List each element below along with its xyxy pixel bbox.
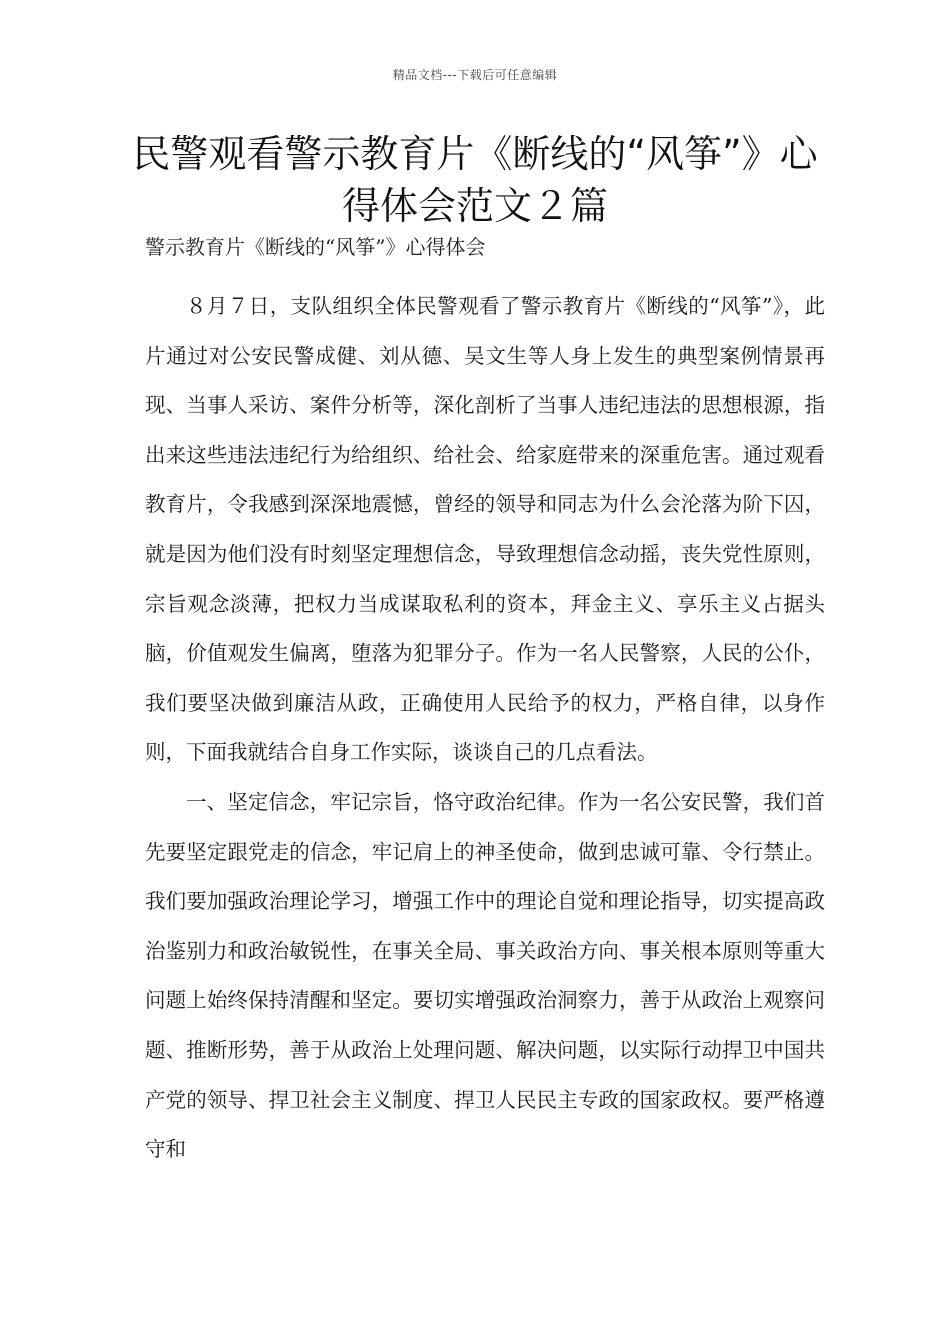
page-header-note: 精品文档---下载后可任意编辑: [392, 68, 558, 82]
document-subtitle: 警示教育片《断线的“风筝”》心得体会: [145, 235, 486, 259]
body-paragraph: 一、坚定信念，牢记宗旨，恪守政治纪律。作为一名公安民警，我们首先要坚定跟党走的信念，牢记肩上的神圣使命，做到忠诚可靠、令行禁止。我们要加强政治理论学习，增强工作中的理论自觉和理论指导，切实提高政治鉴别力和政治敏锐性，在事关全局、事关政治方向、事关根本原则等重大问题上始终保持清醒和坚定。要切实增强政治洞察力，善于从政治上观察问题、推断形势，善于从政治上处理问题、解决问题，以实际行动捍卫中国共产党的领导、捍卫社会主义制度、捍卫人民民主专政的国家政权。要严格遵守和: [145, 789, 825, 1162]
document-title: 民警观看警示教育片《断线的“风筝”》心得体会范文２篇: [132, 132, 818, 228]
body-paragraph: ８月７日，支队组织全体民警观看了警示教育片《断线的“风筝”》，此片通过对公安民警成健、刘从德、吴文生等人身上发生的典型案例情景再现、当事人采访、案件分析等，深化剖析了当事人违纪违法的思想根源，指出来这些违法违纪行为给组织、给社会、给家庭带来的深重危害。通过观看教育片，令我感到深深地震憾，曾经的领导和同志为什么会沦落为阶下囚，就是因为他们没有时刻坚定理想信念，导致理想信念动摇，丧失党性原则，宗旨观念淡薄，把权力当成谋取私利的资本，拜金主义、享乐主义占据头脑，价值观发生偏离，堕落为犯罪分子。作为一名人民警察，人民的公仆，我们要坚决做到廉洁从政，正确使用人民给予的权力，严格自律，以身作则，下面我就结合自身工作实际，谈谈自己的几点看法。: [145, 294, 825, 765]
document-body: [145, 282, 825, 1175]
